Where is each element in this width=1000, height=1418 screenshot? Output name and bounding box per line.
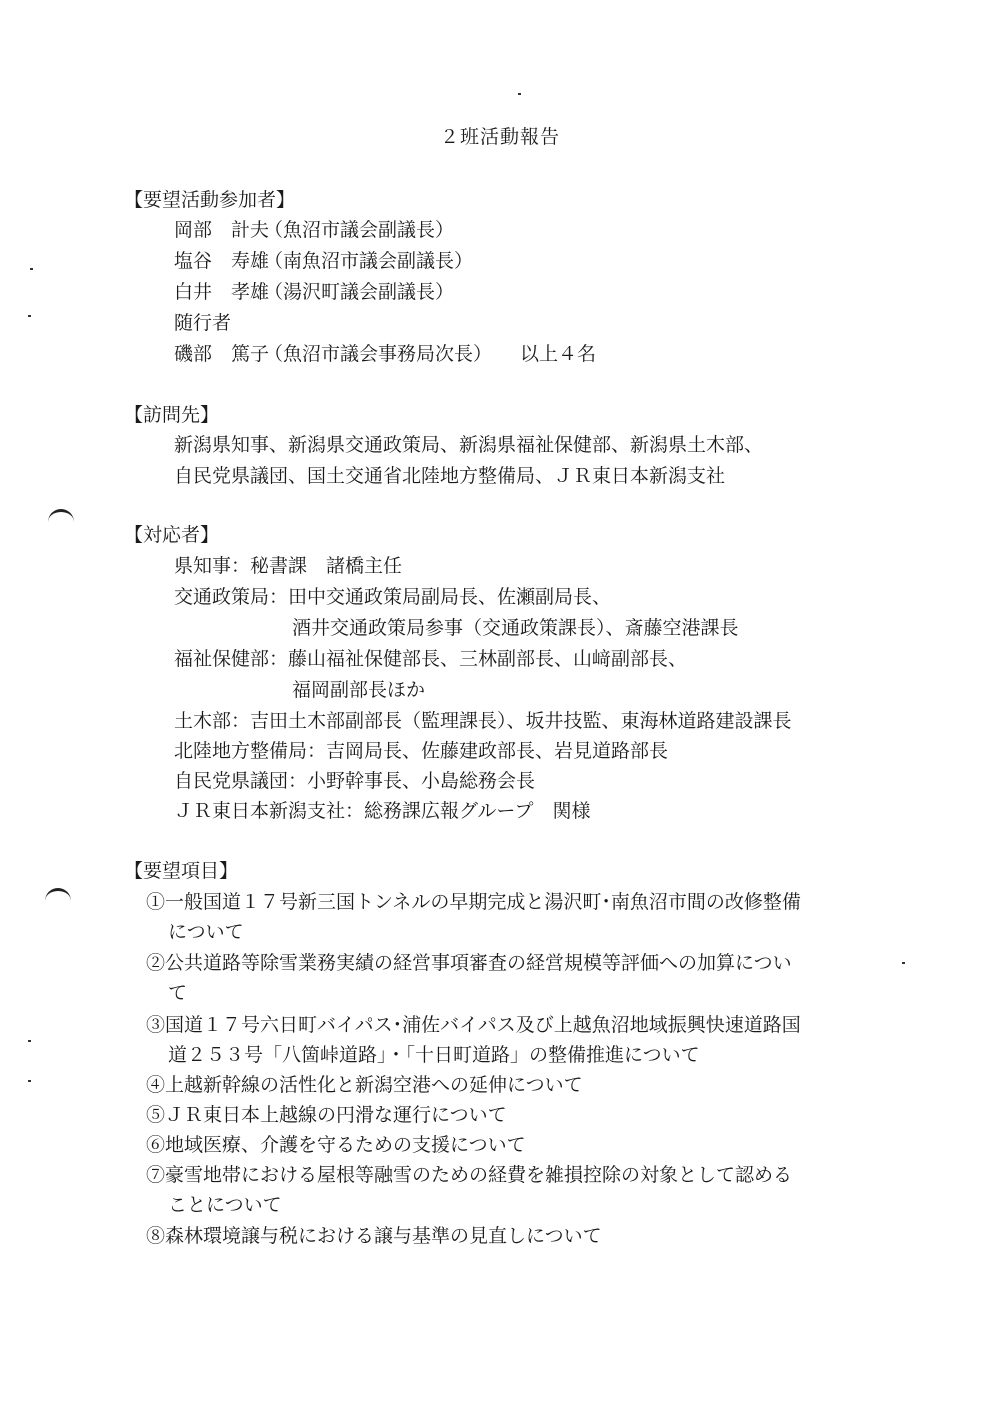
request-item-continued: ことについて (168, 1194, 282, 1216)
responder-line: 交通政策局：田中交通政策局副局長、佐瀬副局長、 (174, 586, 612, 608)
participant-role: （魚沼市議会副議長） (264, 219, 455, 241)
participant-name: 白井 孝雄 (174, 281, 270, 303)
request-item-continued: て (168, 982, 188, 1004)
participant-total: 以上４名 (520, 343, 597, 365)
scan-speck (30, 268, 33, 270)
request-item: ⑥地域医療、介護を守るための支援について (146, 1134, 526, 1156)
participant-role: （南魚沼市議会副議長） (264, 250, 474, 272)
responder-line: ＪＲ東日本新潟支社：総務課広報グループ 関様 (174, 800, 591, 822)
visits-line: 自民党県議団、国土交通省北陸地方整備局、ＪＲ東日本新潟支社 (174, 465, 726, 487)
request-item: ①一般国道１７号新三国トンネルの早期完成と湯沢町･南魚沼市間の改修整備 (146, 891, 801, 913)
request-item: ⑦豪雪地帯における屋根等融雪のための経費を雑損控除の対象として認める (146, 1164, 793, 1186)
punch-hole-mark (45, 888, 71, 901)
punch-hole-mark (48, 509, 74, 522)
responder-line: 自民党県議団：小野幹事長、小島総務会長 (174, 770, 536, 792)
responder-line: 福岡副部長ほか (292, 679, 426, 701)
scan-speck (518, 93, 521, 95)
request-item: ②公共道路等除雪業務実績の経営事項審査の経営規模等評価への加算につい (146, 952, 792, 974)
responder-line: 北陸地方整備局：吉岡局長、佐藤建政部長、岩見道路部長 (174, 740, 669, 762)
responder-line: 酒井交通政策局参事（交通政策課長）、斎藤空港課長 (292, 617, 739, 639)
participant-name: 岡部 計夫 (174, 219, 270, 241)
participant-role: （湯沢町議会副議長） (264, 281, 455, 303)
participant-row (174, 277, 454, 304)
requests-heading: 【要望項目】 (124, 860, 239, 882)
responder-line: 県知事：秘書課 諸橋主任 (174, 555, 403, 577)
participant-name: 塩谷 寿雄 (174, 250, 270, 272)
attendant-role: （魚沼市議会事務局次長） (264, 343, 493, 365)
request-item: ③国道１７号六日町バイパス･浦佐バイパス及び上越魚沼地域振興快速道路国 (146, 1014, 801, 1036)
responder-line: 福祉保健部：藤山福祉保健部長、三林副部長、山﨑副部長、 (174, 648, 688, 670)
attendant-row (174, 339, 596, 366)
request-item-continued: 道２５３号「八箇峠道路」・「十日町道路」の整備推進について (168, 1044, 700, 1066)
attendant-name: 磯部 篤子 (174, 343, 270, 365)
request-item: ⑤ＪＲ東日本上越線の円滑な運行について (146, 1104, 507, 1126)
participant-row (174, 246, 473, 273)
participant-row (174, 215, 454, 242)
document-title: ２班活動報告 (439, 126, 560, 148)
attendant-label: 随行者 (174, 312, 232, 334)
request-item: ④上越新幹線の活性化と新潟空港への延伸について (146, 1074, 583, 1096)
responder-line: 土木部：吉田土木部副部長（監理課長）、坂井技監、東海林道路建設課長 (174, 710, 792, 732)
participants-heading: 【要望活動参加者】 (124, 189, 296, 211)
visits-line: 新潟県知事、新潟県交通政策局、新潟県福祉保健部、新潟県土木部、 (174, 434, 764, 456)
scan-speck (28, 1080, 31, 1082)
request-item-continued: について (168, 921, 244, 943)
visits-heading: 【訪問先】 (124, 404, 220, 426)
responders-heading: 【対応者】 (124, 524, 220, 546)
scan-speck (28, 1040, 31, 1042)
scan-speck (28, 315, 31, 317)
request-item: ⑧森林環境譲与税における譲与基準の見直しについて (146, 1225, 602, 1247)
scan-speck (902, 962, 905, 964)
